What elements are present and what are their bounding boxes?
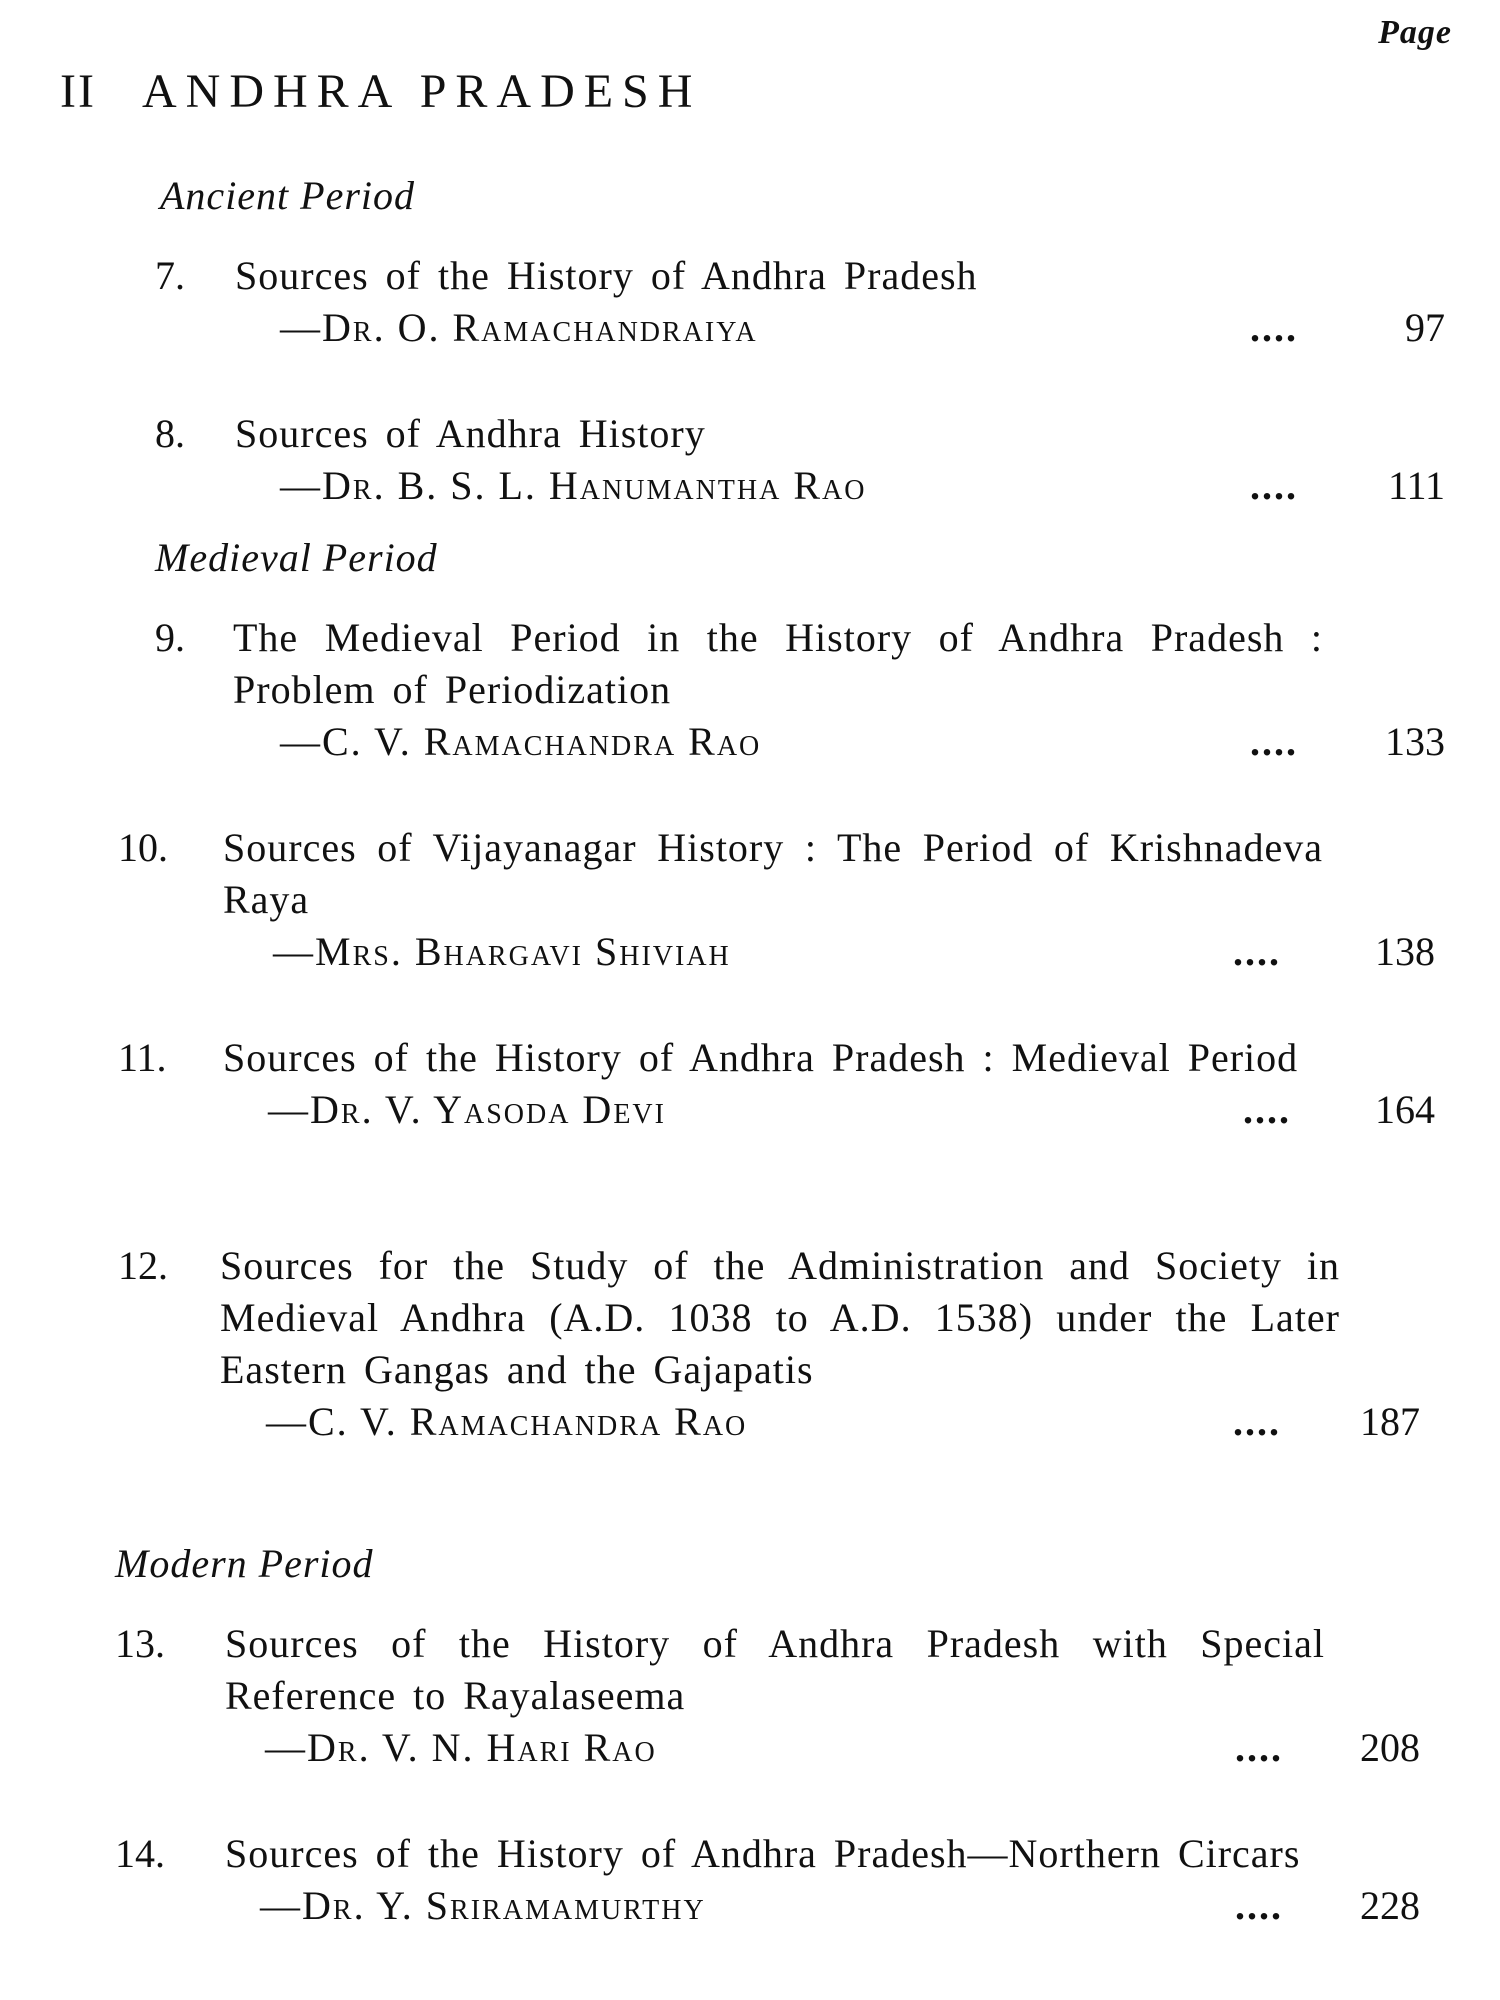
page-column-label: Page — [1378, 14, 1452, 51]
entry-author: —Dr. V. Yasoda Devi — [268, 1087, 666, 1132]
toc-entry-12 — [118, 1240, 1460, 1448]
entry-page-number: 164 — [1375, 1087, 1435, 1132]
dot-leader: .... — [1250, 719, 1298, 764]
entry-number: 9. — [155, 615, 185, 660]
toc-entry-11 — [118, 1032, 1460, 1136]
entry-number: 8. — [155, 411, 185, 456]
entry-author: —Mrs. Bhargavi Shiviah — [273, 929, 731, 974]
entry-title: Sources of the History of Andhra Pradesh—Northern Circars — [225, 1831, 1301, 1876]
entry-page-number: 208 — [1360, 1725, 1420, 1770]
dot-leader: .... — [1235, 1725, 1283, 1770]
part-heading — [60, 64, 701, 119]
toc-entry-14 — [115, 1828, 1460, 1932]
section-heading-modern: Modern Period — [115, 1541, 374, 1586]
toc-entry-13 — [115, 1618, 1460, 1774]
entry-author: —Dr. B. S. L. Hanumantha Rao — [280, 463, 867, 508]
toc-entry-9 — [155, 612, 1460, 768]
section-heading-ancient: Ancient Period — [160, 173, 416, 218]
entry-page-number: 111 — [1387, 463, 1445, 508]
entry-title — [233, 612, 1323, 716]
toc-entry-10 — [118, 822, 1460, 978]
section-heading-medieval: Medieval Period — [155, 535, 438, 580]
entry-title: Sources of the History of Andhra Pradesh : Medieval Period — [223, 1035, 1299, 1080]
entry-page-number: 97 — [1405, 305, 1445, 350]
entry-title-text: The Medieval Period in the History of Andhra Pradesh : Problem of Periodization — [233, 615, 1323, 712]
entry-author: —C. V. Ramachandra Rao — [266, 1399, 748, 1444]
entry-author: —C. V. Ramachandra Rao — [280, 719, 762, 764]
entry-number: 11. — [118, 1035, 167, 1080]
entry-number: 10. — [118, 825, 168, 870]
entry-page-number: 187 — [1360, 1399, 1420, 1444]
entry-page-number: 133 — [1385, 719, 1445, 764]
entry-author: —Dr. Y. Sriramamurthy — [260, 1883, 706, 1928]
entry-title: Sources of the History of Andhra Pradesh with Special Reference to Rayalaseema — [225, 1621, 1325, 1718]
dot-leader: .... — [1233, 1399, 1281, 1444]
entry-number: 13. — [115, 1621, 165, 1666]
entry-title: Sources of Vijayanagar History : The Period of Krishnadeva Raya — [223, 825, 1323, 922]
entry-author: —Dr. O. Ramachandraiya — [280, 305, 758, 350]
entry-title: Sources for the Study of the Administration and Society in Medieval Andhra (A.D. 1038 to A.D. 1538) under the Later Eastern Gangas and the Gajapatis — [220, 1243, 1340, 1392]
entry-page-number: 138 — [1375, 929, 1435, 974]
dot-leader: .... — [1250, 305, 1298, 350]
dot-leader: .... — [1233, 929, 1281, 974]
toc-entry-7 — [155, 250, 1460, 354]
dot-leader: .... — [1243, 1087, 1291, 1132]
entry-page-number: 228 — [1360, 1883, 1420, 1928]
entry-author: —Dr. V. N. Hari Rao — [265, 1725, 657, 1770]
entry-number: 12. — [118, 1243, 168, 1288]
entry-number: 14. — [115, 1831, 165, 1876]
entry-title: Sources of the History of Andhra Pradesh — [235, 253, 978, 298]
dot-leader: .... — [1250, 463, 1298, 508]
dot-leader: .... — [1235, 1883, 1283, 1928]
toc-entry-8 — [155, 408, 1460, 512]
part-title: ANDHRA PRADESH — [142, 65, 702, 118]
entry-number: 7. — [155, 253, 185, 298]
part-number: II — [60, 65, 96, 118]
entry-title: Sources of Andhra History — [235, 411, 706, 456]
